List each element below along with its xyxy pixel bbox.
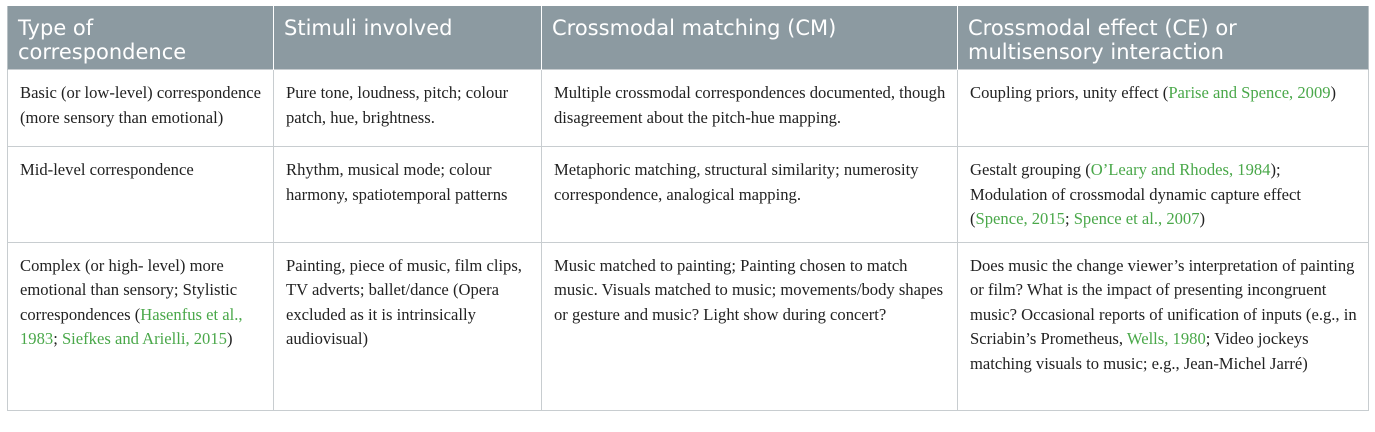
table-row	[8, 242, 1369, 410]
table-body	[8, 70, 1369, 411]
cell-type	[8, 242, 274, 410]
cell-text: Does music the change viewer’s interpretation of painting or film? What is the impact of presenting incongruent music? Occasional reports of unification of inputs (e.g., in Scriabin’s Prometheus,	[970, 255, 1357, 348]
cell-text: )	[226, 329, 233, 348]
cell-text: ;	[53, 329, 62, 348]
reference-link[interactable]: Hasenfus et al., 1983	[20, 304, 243, 348]
table-header	[8, 6, 1369, 70]
cell-text: Gestalt grouping (	[970, 160, 1091, 179]
cell-text: Coupling priors, unity effect (	[970, 83, 1169, 102]
header-row	[8, 6, 1369, 70]
cell-type: Basic (or low-level) correspondence (more sensory than emotional)	[8, 70, 274, 147]
cell-crossmodal-matching: Metaphoric matching, structural similarity; numerosity correspondence, analogical mapping.	[542, 147, 958, 243]
cell-type: Mid-level correspondence	[8, 147, 274, 243]
reference-link[interactable]: Spence et al., 2007	[1073, 209, 1200, 228]
header-crossmodal-matching: Crossmodal matching (CM)	[542, 6, 958, 70]
cell-stimuli: Rhythm, musical mode; colour harmony, spatiotemporal patterns	[274, 147, 542, 243]
header-type-of-correspondence: Type of correspondence	[8, 6, 274, 70]
cell-text: ; Video jockeys matching visuals to music; e.g., Jean-Michel Jarré)	[970, 329, 1309, 373]
cell-text: Complex (or high- level) more emotional than sensory; Stylistic correspondences (	[20, 255, 238, 324]
reference-link[interactable]: Parise and Spence, 2009	[1168, 83, 1331, 102]
cell-text: )	[1199, 209, 1206, 228]
reference-link[interactable]: Wells, 1980	[1126, 329, 1206, 348]
correspondence-table	[7, 6, 1369, 411]
cell-crossmodal-matching: Music matched to painting; Painting chosen to match music. Visuals matched to music; movements/body shapes or gesture and music? Light show during concert?	[542, 242, 958, 410]
cell-crossmodal-effect	[958, 147, 1369, 243]
header-crossmodal-effect: Crossmodal effect (CE) or multisensory interaction	[958, 6, 1369, 70]
cell-text: ); Modulation of crossmodal dynamic capture effect (	[970, 160, 1301, 228]
cell-crossmodal-matching: Multiple crossmodal correspondences documented, though disagreement about the pitch-hue mapping.	[542, 70, 958, 147]
cell-text: )	[1330, 83, 1337, 102]
reference-link[interactable]: O’Leary and Rhodes, 1984	[1090, 160, 1271, 179]
cell-text: ;	[1064, 209, 1074, 228]
cell-crossmodal-effect	[958, 242, 1369, 410]
cell-crossmodal-effect	[958, 70, 1369, 147]
table-row	[8, 147, 1369, 243]
table-row	[8, 70, 1369, 147]
cell-stimuli: Painting, piece of music, film clips, TV adverts; ballet/dance (Opera excluded as it is intrinsically audiovisual)	[274, 242, 542, 410]
reference-link[interactable]: Spence, 2015	[975, 209, 1065, 228]
cell-stimuli: Pure tone, loudness, pitch; colour patch, hue, brightness.	[274, 70, 542, 147]
header-stimuli-involved: Stimuli involved	[274, 6, 542, 70]
reference-link[interactable]: Siefkes and Arielli, 2015	[61, 329, 227, 348]
